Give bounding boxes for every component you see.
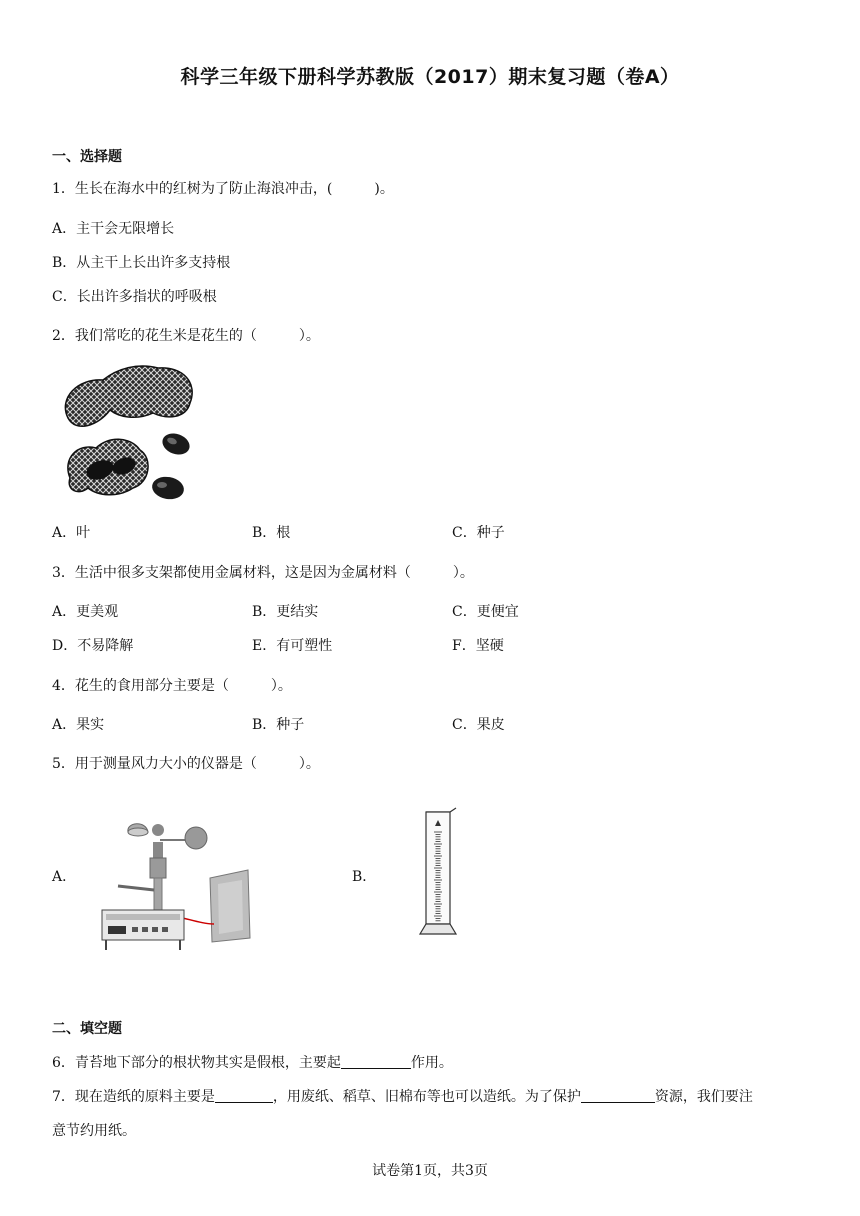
question-3-stem: 3．生活中很多支架都使用金属材料，这是因为金属材料（ ）。 <box>52 565 474 581</box>
peanut-illustration <box>58 358 208 508</box>
question-3-option-c: C．更便宜 <box>452 604 519 620</box>
question-4-option-a: A．果实 <box>52 717 105 733</box>
question-3-option-f: F．坚硬 <box>452 638 504 654</box>
question-3-option-b: B．更结实 <box>252 604 319 620</box>
question-7-answer-blank-2[interactable] <box>581 1088 655 1103</box>
question-1-option-b: B．从主干上长出许多支持根 <box>52 255 231 271</box>
question-4-option-c: C．果皮 <box>452 717 505 733</box>
question-6-answer-blank[interactable] <box>341 1054 411 1069</box>
question-7-text-mid: ，用废纸、稻草、旧棉布等也可以造纸。为了保护 <box>272 1089 581 1105</box>
question-1-option-a: A．主干会无限增长 <box>52 221 175 237</box>
question-7-answer-blank-1[interactable] <box>215 1088 273 1103</box>
question-4-stem: 4．花生的食用部分主要是（ ）。 <box>52 678 292 694</box>
question-2-option-b: B．根 <box>252 525 291 541</box>
anemometer-illustration <box>98 818 268 958</box>
question-5-option-a: A． <box>52 869 77 885</box>
question-5-option-b: B． <box>352 869 377 885</box>
question-7 <box>52 1086 753 1106</box>
measuring-cylinder-illustration <box>416 806 466 938</box>
question-1-stem: 1．生长在海水中的红树为了防止海浪冲击，( )。 <box>52 181 394 197</box>
question-7-text-after: 资源，我们要注 <box>654 1089 753 1105</box>
question-2-option-a: A．叶 <box>52 525 91 541</box>
question-2-stem: 2．我们常吃的花生米是花生的（ ）。 <box>52 328 320 344</box>
section-heading-choice: 一、选择题 <box>52 149 122 165</box>
question-6-text-before: 6．青苔地下部分的根状物其实是假根，主要起 <box>52 1055 341 1071</box>
section-heading-fill: 二、填空题 <box>52 1021 122 1037</box>
question-7-text-before: 7．现在造纸的原料主要是 <box>52 1089 215 1105</box>
question-7-line-2: 意节约用纸。 <box>52 1123 136 1139</box>
question-3-option-a: A．更美观 <box>52 604 119 620</box>
question-5-stem: 5．用于测量风力大小的仪器是（ ）。 <box>52 756 320 772</box>
question-6-text-after: 作用。 <box>410 1055 453 1071</box>
question-2-option-c: C．种子 <box>452 525 505 541</box>
question-3-option-d: D．不易降解 <box>52 638 134 654</box>
question-1-option-c: C．长出许多指状的呼吸根 <box>52 289 217 305</box>
page-title: 科学三年级下册科学苏教版（2017）期末复习题（卷A） <box>180 66 680 88</box>
question-6 <box>52 1052 453 1072</box>
page-footer: 试卷第1页，共3页 <box>372 1163 488 1179</box>
question-4-option-b: B．种子 <box>252 717 305 733</box>
question-3-option-e: E．有可塑性 <box>252 638 333 654</box>
